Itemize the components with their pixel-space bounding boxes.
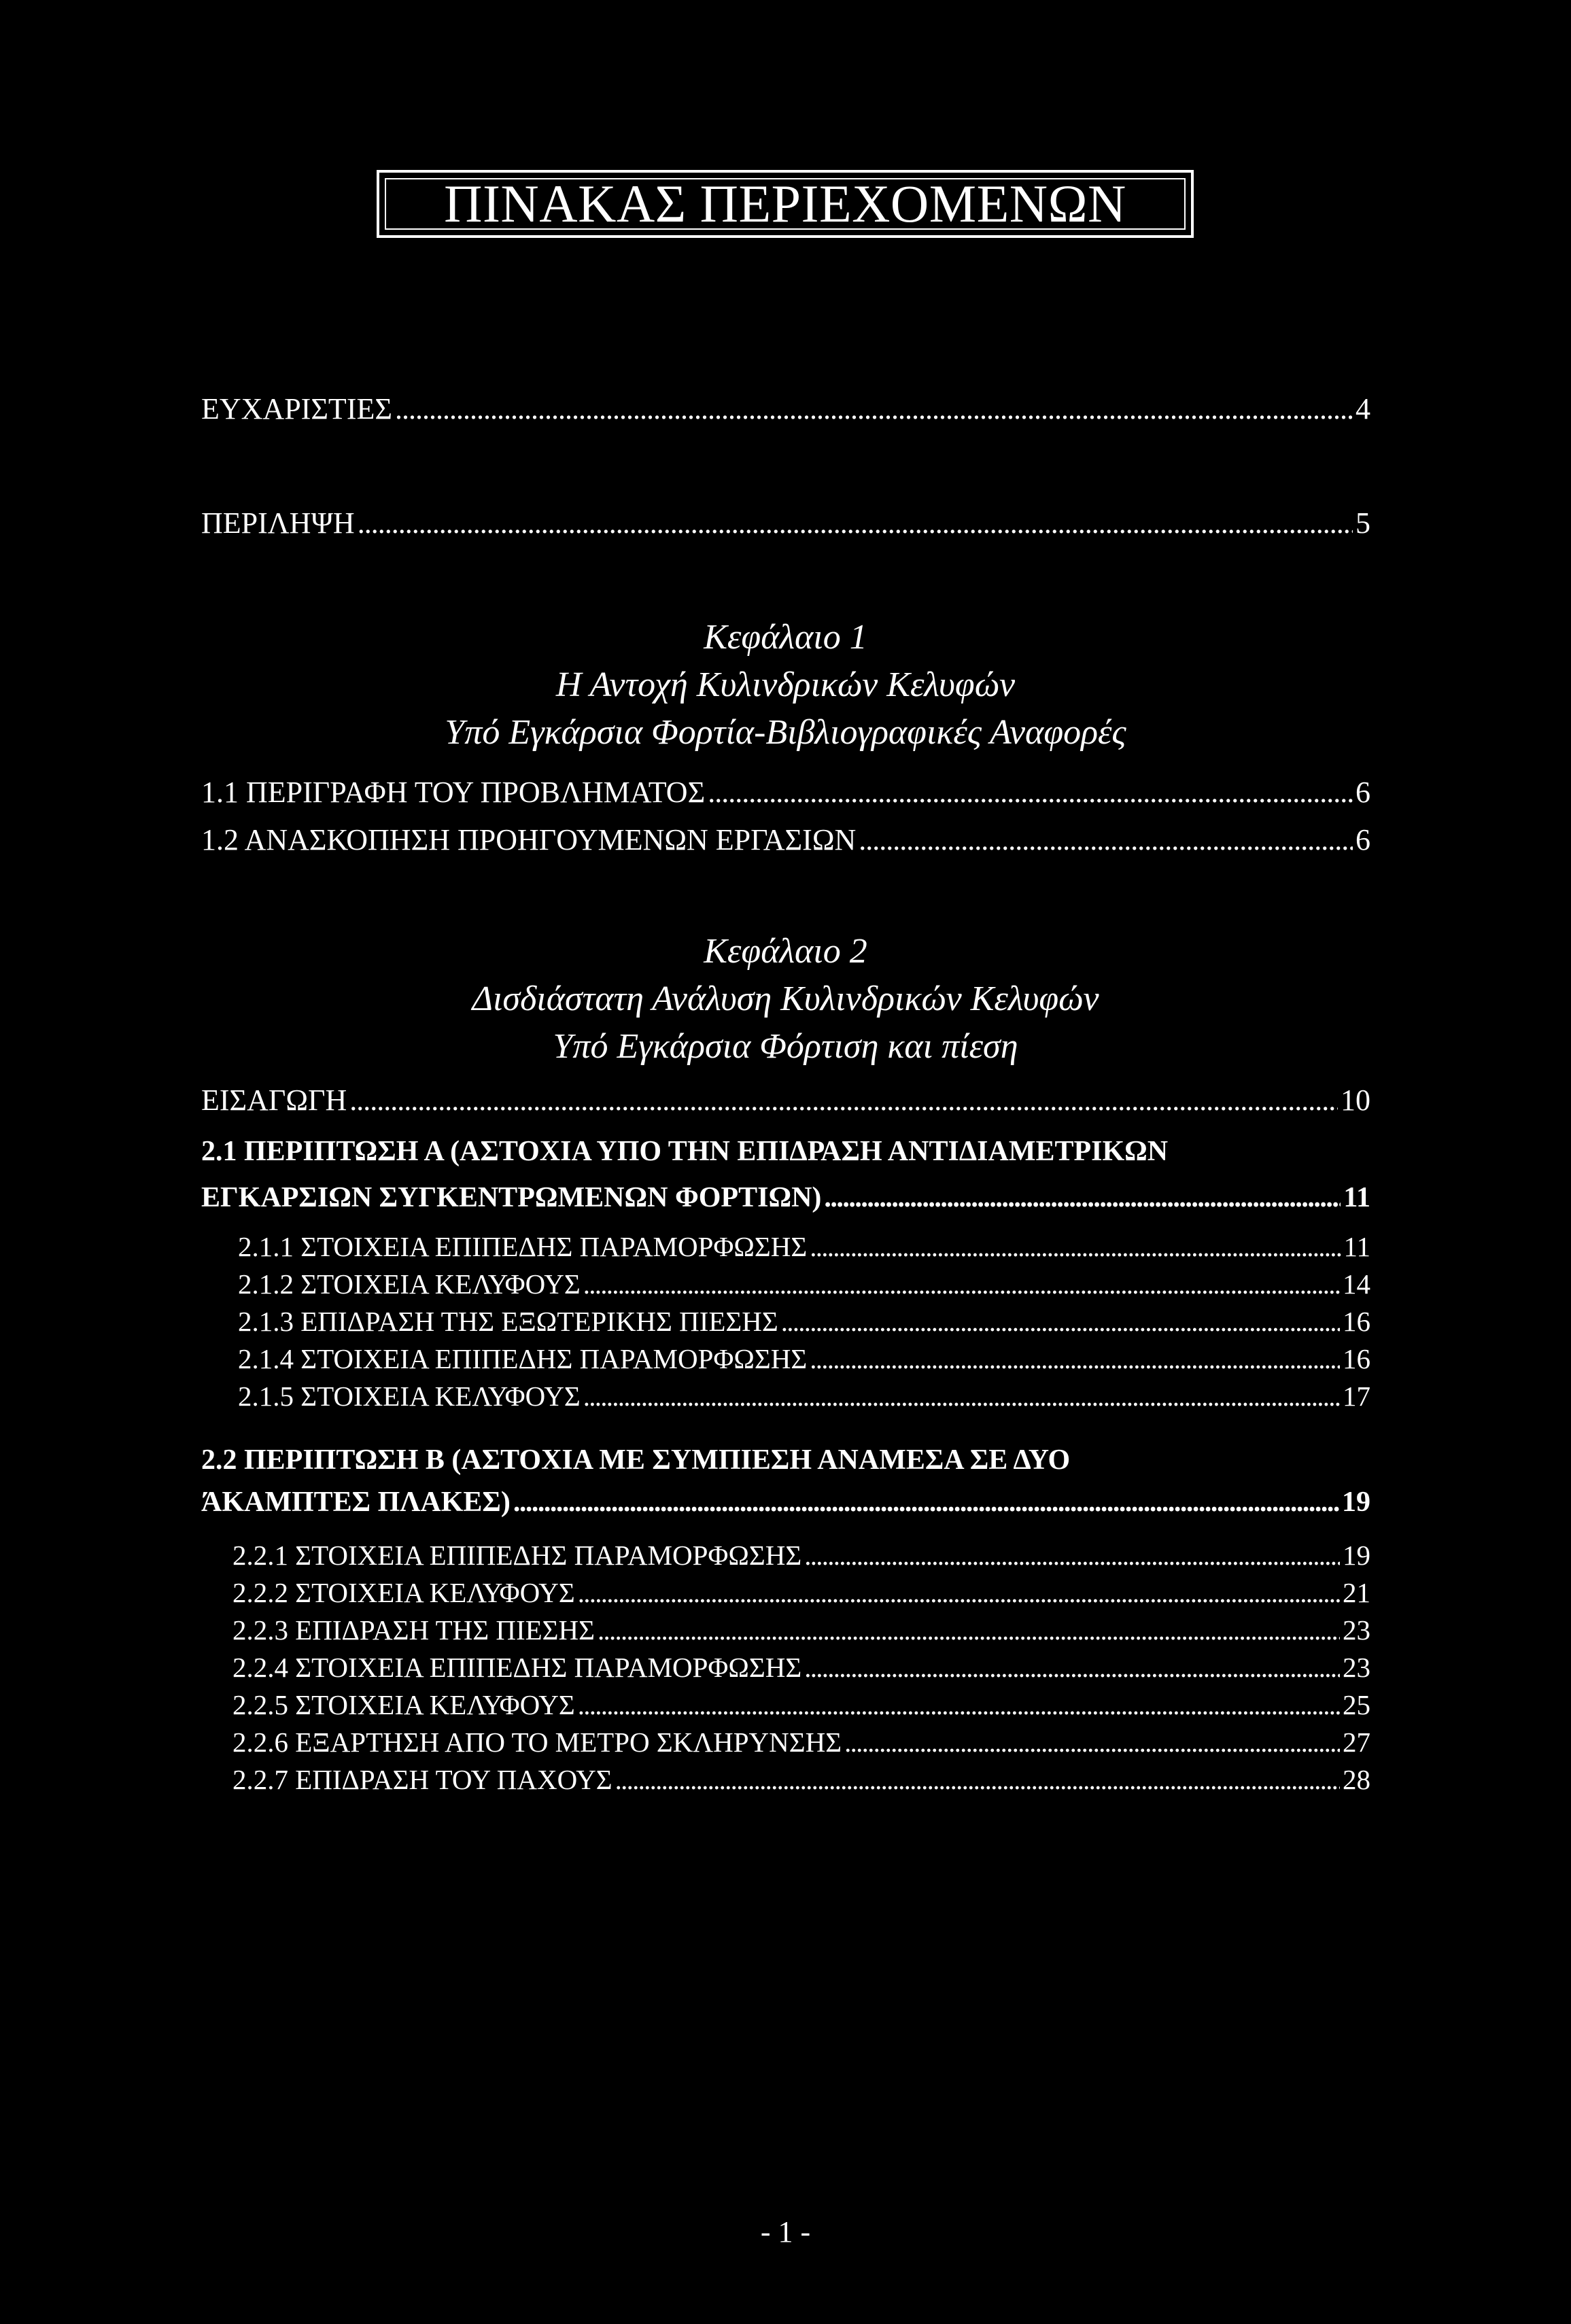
toc-section-2-1-line1[interactable]: 2.1 ΠΕΡΙΠΤΩΣΗ Α (ΑΣΤΟΧΙΑ ΥΠΟ ΤΗΝ ΕΠΙΔΡΑΣΗ ΑΝΤΙΔΙΑΜΕΤΡΙΚΩΝ (201, 1136, 1169, 1167)
toc-entry-page: 28 (1343, 1764, 1370, 1795)
toc-entry-label: 1.1 ΠΕΡΙΓΡΑΦΗ ΤΟΥ ΠΡΟΒΛΗΜΑΤΟΣ (201, 776, 706, 809)
toc-entry-2-1-4[interactable] (238, 1345, 1370, 1373)
toc-entry-2-1-5[interactable] (238, 1383, 1370, 1410)
toc-entry-2-2-3[interactable] (232, 1616, 1370, 1644)
toc-entry-page: 14 (1343, 1268, 1370, 1300)
toc-entry-page: 10 (1341, 1083, 1370, 1117)
toc-section-2-2-line1[interactable]: 2.2 ΠΕΡΙΠΤΩΣΗ Β (ΑΣΤΟΧΙΑ ΜΕ ΣΥΜΠΙΕΣΗ ΑΝΑΜΕΣΑ ΣΕ ΔΥΟ (201, 1444, 1071, 1476)
toc-entry-2-2-6[interactable] (232, 1729, 1370, 1756)
toc-entry-page: 23 (1343, 1614, 1370, 1646)
toc-entry-label: 2.1.3 ΕΠΙΔΡΑΣΗ ΤΗΣ ΕΞΩΤΕΡΙΚΗΣ ΠΙΕΣΗΣ (238, 1306, 778, 1337)
toc-entry-2-1-2[interactable] (238, 1270, 1370, 1298)
dot-leader (781, 1308, 1340, 1336)
toc-entry-2-2-7[interactable] (232, 1766, 1370, 1794)
toc-entry-2-2[interactable] (201, 1488, 1370, 1516)
toc-entry-acknowledgements[interactable] (201, 394, 1370, 424)
dot-leader (349, 1086, 1338, 1115)
toc-entry-page: 11 (1343, 1182, 1370, 1213)
toc-entry-2-1-3[interactable] (238, 1308, 1370, 1336)
toc-entry-label: 2.2.6 ΕΞΑΡΤΗΣΗ ΑΠΟ ΤΟ ΜΕΤΡΟ ΣΚΛΗΡΥΝΣΗΣ (232, 1727, 842, 1758)
toc-entry-2-2-4[interactable] (232, 1654, 1370, 1682)
toc-entry-2-1[interactable] (201, 1183, 1370, 1212)
toc-entry-label: 2.2.5 ΣΤΟΙΧΕΙΑ ΚΕΛΥΦΟΥΣ (232, 1689, 575, 1720)
chapter2-title: Δισδιάστατη Ανάλυση Κυλινδρικών Κελυφών (472, 979, 1099, 1018)
toc-entry-page: 27 (1343, 1727, 1370, 1758)
toc-entry-page: 19 (1342, 1487, 1370, 1518)
toc-entry-2-2-1[interactable] (232, 1542, 1370, 1569)
dot-leader (583, 1270, 1340, 1298)
chapter1-subtitle: Υπό Εγκάρσια Φορτία-Βιβλιογραφικές Αναφορές (445, 713, 1126, 752)
chapter2-number: Κεφάλαιο 2 (704, 932, 867, 971)
dot-leader (583, 1383, 1340, 1410)
toc-entry-1-2[interactable] (201, 825, 1370, 855)
toc-entry-label: 2.1.5 ΣΤΟΙΧΕΙΑ ΚΕΛΥΦΟΥΣ (238, 1381, 581, 1412)
page-number: - 1 - (760, 2215, 811, 2249)
page-title: ΠΙΝΑΚΑΣ ΠΕΡΙΕΧΟΜΕΝΩΝ (444, 174, 1126, 233)
dot-leader (578, 1579, 1340, 1607)
page-title-frame (377, 170, 1194, 238)
toc-entry-label: ΠΕΡΙΛΗΨΗ (201, 506, 355, 540)
dot-leader (395, 394, 1353, 424)
toc-entry-abstract[interactable] (201, 508, 1370, 538)
chapter1-number: Κεφάλαιο 1 (704, 618, 867, 657)
dot-leader (578, 1691, 1340, 1719)
dot-leader (810, 1233, 1341, 1261)
toc-entry-page: 11 (1343, 1231, 1370, 1262)
dot-leader (810, 1345, 1340, 1373)
dot-leader (358, 508, 1353, 538)
toc-entry-page: 21 (1343, 1577, 1370, 1608)
dot-leader (844, 1729, 1340, 1756)
toc-entry-1-1[interactable] (201, 778, 1370, 808)
toc-entry-2-1-1[interactable] (238, 1233, 1370, 1261)
dot-leader (615, 1766, 1340, 1794)
dot-leader (859, 825, 1353, 855)
toc-entry-2-2-2[interactable] (232, 1579, 1370, 1607)
dot-leader (598, 1616, 1340, 1644)
dot-leader (708, 778, 1353, 808)
toc-entry-label: 2.2.7 ΕΠΙΔΡΑΣΗ ΤΟΥ ΠΑΧΟΥΣ (232, 1764, 612, 1795)
toc-entry-label: ΕΓΚΑΡΣΙΩΝ ΣΥΓΚΕΝΤΡΩΜΕΝΩΝ ΦΟΡΤΙΩΝ) (201, 1182, 822, 1213)
toc-entry-label: 2.2.1 ΣΤΟΙΧΕΙΑ ΕΠΙΠΕΔΗΣ ΠΑΡΑΜΟΡΦΩΣΗΣ (232, 1540, 802, 1571)
toc-entry-label: 2.1.4 ΣΤΟΙΧΕΙΑ ΕΠΙΠΕΔΗΣ ΠΑΡΑΜΟΡΦΩΣΗΣ (238, 1343, 808, 1374)
dot-leader (804, 1654, 1340, 1682)
toc-entry-page: 19 (1343, 1540, 1370, 1571)
toc-entry-page: 6 (1356, 776, 1370, 809)
toc-entry-label: 2.1.1 ΣΤΟΙΧΕΙΑ ΕΠΙΠΕΔΗΣ ΠΑΡΑΜΟΡΦΩΣΗΣ (238, 1231, 808, 1262)
toc-entry-page: 16 (1343, 1343, 1370, 1374)
toc-entry-page: 25 (1343, 1689, 1370, 1720)
toc-entry-page: 6 (1356, 823, 1370, 856)
toc-entry-page: 16 (1343, 1306, 1370, 1337)
dot-leader (824, 1183, 1341, 1212)
toc-entry-label: 2.1.2 ΣΤΟΙΧΕΙΑ ΚΕΛΥΦΟΥΣ (238, 1268, 581, 1300)
toc-entry-label: ΕΙΣΑΓΩΓΗ (201, 1083, 347, 1117)
chapter2-subtitle: Υπό Εγκάρσια Φόρτιση και πίεση (553, 1027, 1018, 1066)
toc-entry-introduction[interactable] (201, 1083, 1370, 1117)
toc-entry-page: 5 (1356, 506, 1370, 540)
toc-entry-label: 1.2 ΑΝΑΣΚΟΠΗΣΗ ΠΡΟΗΓΟΥΜΕΝΩΝ ΕΡΓΑΣΙΩΝ (201, 823, 857, 856)
toc-entry-label: 2.2.2 ΣΤΟΙΧΕΙΑ ΚΕΛΥΦΟΥΣ (232, 1577, 575, 1608)
toc-entry-label: ΆΚΑΜΠΤΕΣ ΠΛΑΚΕΣ) (201, 1487, 511, 1518)
toc-entry-page: 4 (1356, 392, 1370, 426)
dot-leader (804, 1542, 1340, 1569)
chapter1-title: Η Αντοχή Κυλινδρικών Κελυφών (555, 665, 1016, 704)
toc-entry-page: 23 (1343, 1652, 1370, 1683)
toc-entry-2-2-5[interactable] (232, 1691, 1370, 1719)
toc-entry-label: 2.2.4 ΣΤΟΙΧΕΙΑ ΕΠΙΠΕΔΗΣ ΠΑΡΑΜΟΡΦΩΣΗΣ (232, 1652, 802, 1683)
dot-leader (513, 1488, 1339, 1516)
toc-entry-label: ΕΥΧΑΡΙΣΤΙΕΣ (201, 392, 392, 426)
toc-entry-label: 2.2.3 ΕΠΙΔΡΑΣΗ ΤΗΣ ΠΙΕΣΗΣ (232, 1614, 595, 1646)
toc-entry-page: 17 (1343, 1381, 1370, 1412)
